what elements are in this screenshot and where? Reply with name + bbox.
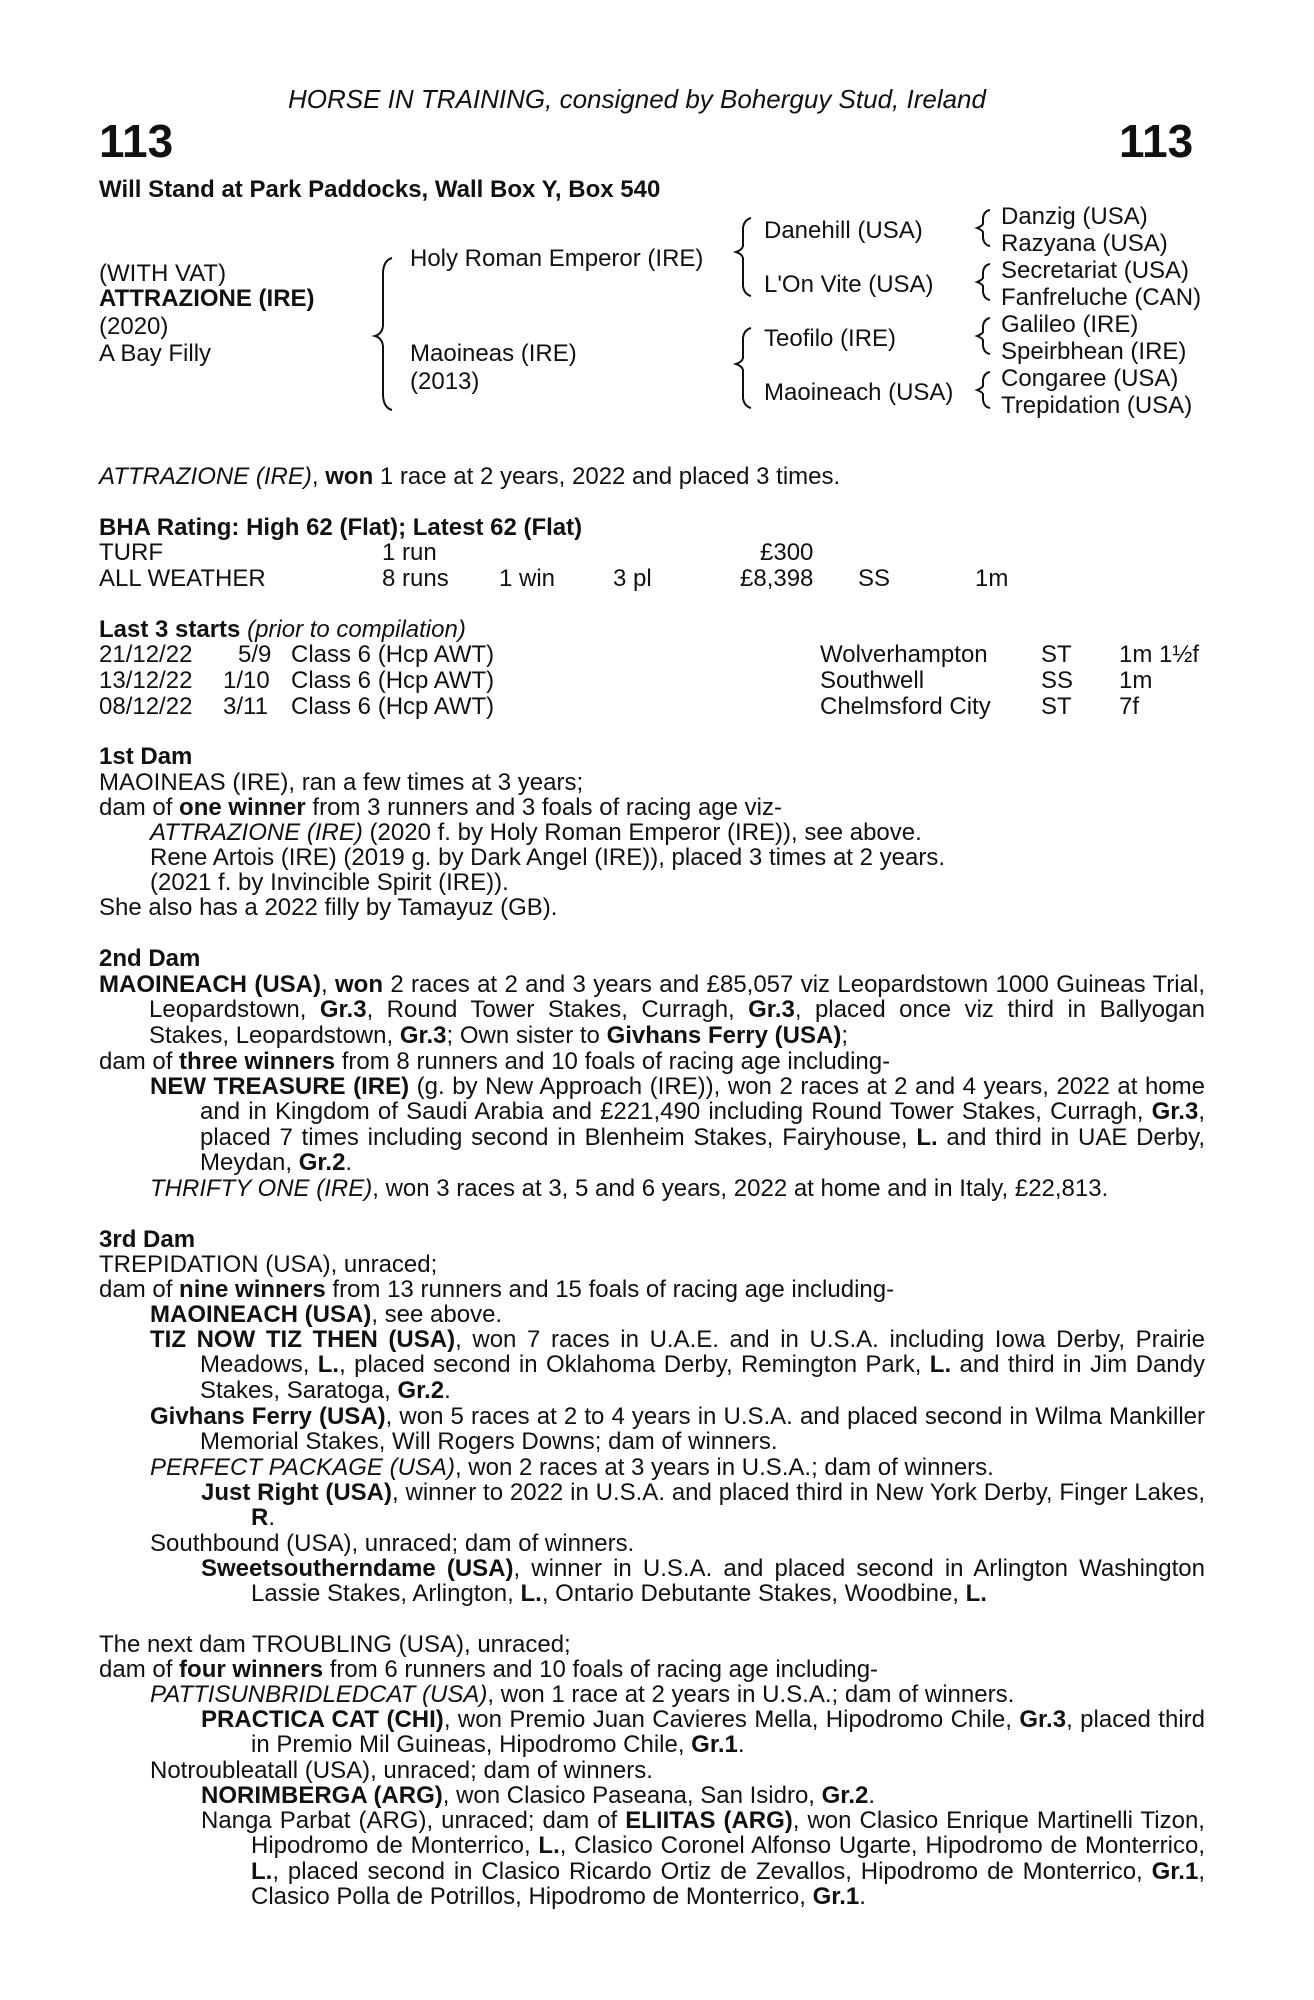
third-dam-produce-just-right: Just Right (USA), winner to 2022 in U.S.A. and placed third in New York Derby, Finger Lakes, R. [201, 1479, 1206, 1532]
pedigree-dam: Maoineas (IRE) [410, 340, 577, 367]
pedigree-dam-year: (2013) [410, 368, 480, 395]
first-dam-line-2: dam of one winner from 3 runners and 3 foals of racing age viz- [99, 794, 782, 821]
lot-number-left: 113 [99, 115, 174, 167]
start-1-distance: 1m 1½f [1119, 641, 1200, 668]
race-summary: ATTRAZIONE (IRE), won 1 race at 2 years, 2022 and placed 3 times. [99, 463, 841, 490]
rating-aw-distance: 1m [975, 565, 1009, 592]
start-1-position: 5/9 [238, 641, 272, 668]
rating-aw-surface: ALL WEATHER [99, 565, 266, 592]
stand-location: Will Stand at Park Paddocks, Wall Box Y, Box 540 [99, 176, 661, 203]
first-dam-line-1: MAOINEAS (IRE), ran a few times at 3 years; [99, 769, 584, 796]
third-dam-produce-perfect-package: PERFECT PACKAGE (USA), won 2 races at 3 years in U.S.A.; dam of winners. [150, 1454, 994, 1481]
pedigree-ggs-1: Danzig (USA) [1001, 203, 1148, 230]
rating-turf-prize: £300 [760, 539, 814, 566]
vat-note: (WITH VAT) [99, 260, 227, 287]
first-dam-line-3: ATTRAZIONE (IRE) (2020 f. by Holy Roman Emperor (IRE)), see above. [150, 819, 922, 846]
next-dam-produce-nanga-parbat: Nanga Parbat (ARG), unraced; dam of ELIITAS (ARG), won Clasico Enrique Martinelli Tizon, Hipodromo de Monterrico, L., Clasico Coronel Alfonso Ugarte, Hipodromo de Monterrico, L., placed second in Clasico Ricardo Ortiz de Zevallos, Hipodromo de Monterrico, Gr.1, Clasico Polla de Potrillos, Hipodromo de Monterrico, Gr.1. [201, 1807, 1205, 1911]
start-3-going: ST [1041, 693, 1072, 720]
second-dam-produce-new-treasure: NEW TREASURE (IRE) (g. by New Approach (IRE)), won 2 races at 2 and 4 years, 2022 at home and in Kingdom of Saudi Arabia and £221,490 including Round Tower Stakes, Curragh, Gr.3, placed 7 times including second in Blenheim Stakes, Fairyhouse, L. and third in UAE Derby, Meydan, Gr.2. [150, 1073, 1205, 1177]
first-dam-heading: 1st Dam [99, 743, 193, 770]
start-3-race: Class 6 (Hcp AWT) [291, 693, 495, 720]
pedigree-sire-sire: Danehill (USA) [764, 217, 923, 244]
pedigree-ggs-4: Fanfreluche (CAN) [1001, 284, 1202, 311]
third-dam-produce-sweetsoutherndame: Sweetsoutherndame (USA), winner in U.S.A. and placed second in Arlington Washington Lassie Stakes, Arlington, L., Ontario Debutante Stakes, Woodbine, L. [201, 1555, 1205, 1608]
pedigree-sire: Holy Roman Emperor (IRE) [410, 245, 704, 272]
start-1-going: ST [1041, 641, 1072, 668]
rating-turf-runs: 1 run [382, 539, 437, 566]
last-starts-title: Last 3 starts (prior to compilation) [99, 616, 466, 643]
second-dam-produce-thrifty-one: THRIFTY ONE (IRE), won 3 races at 3, 5 and 6 years, 2022 at home and in Italy, £22,813. [150, 1175, 1109, 1202]
third-dam-line-1: TREPIDATION (USA), unraced; [99, 1251, 438, 1278]
pedigree-sire-dam: L'On Vite (USA) [764, 271, 934, 298]
next-dam-line-1: The next dam TROUBLING (USA), unraced; [99, 1631, 571, 1658]
horse-description: A Bay Filly [99, 340, 212, 367]
horse-year: (2020) [99, 313, 169, 340]
pedigree-ggs-8: Trepidation (USA) [1001, 392, 1193, 419]
start-3-position: 3/11 [223, 693, 268, 720]
rating-aw-places: 3 pl [613, 565, 652, 592]
next-dam-produce-practica-cat: PRACTICA CAT (CHI), won Premio Juan Cavieres Mella, Hipodromo Chile, Gr.3, placed third in Premio Mil Guineas, Hipodromo Chile, Gr.1. [201, 1706, 1205, 1759]
third-dam-produce-maoineach: MAOINEACH (USA), see above. [150, 1301, 503, 1328]
rating-aw-prize: £8,398 [740, 565, 814, 592]
third-dam-produce-tiz-now: TIZ NOW TIZ THEN (USA), won 7 races in U.A.E. and in U.S.A. including Iowa Derby, Prairie Meadows, L., placed second in Oklahoma Derby, Remington Park, L. and third in Jim Dandy Stakes, Saratoga, Gr.2. [150, 1326, 1206, 1404]
rating-turf-surface: TURF [99, 539, 163, 566]
start-2-going: SS [1041, 667, 1074, 694]
next-dam-produce-norimberga: NORIMBERGA (ARG), won Clasico Paseana, San Isidro, Gr.2. [201, 1782, 876, 1809]
start-3-course: Chelmsford City [820, 693, 991, 720]
second-dam-entry: MAOINEACH (USA), won 2 races at 2 and 3 years and £85,057 viz Leopardstown 1000 Guineas Trial, Leopardstown, Gr.3, Round Tower Stakes, Curragh, Gr.3, placed once viz third in Ballyogan Stakes, Leopardstown, Gr.3; Own sister to Givhans Ferry (USA); [99, 971, 1205, 1049]
pedigree-dam-dam: Maoineach (USA) [764, 379, 954, 406]
start-2-course: Southwell [820, 667, 925, 694]
start-1-date: 21/12/22 [99, 641, 193, 668]
next-dam-produce-pattisunbridledcat: PATTISUNBRIDLEDCAT (USA), won 1 race at 2 years in U.S.A.; dam of winners. [150, 1681, 1015, 1708]
pedigree-ggs-2: Razyana (USA) [1001, 230, 1168, 257]
start-2-race: Class 6 (Hcp AWT) [291, 667, 495, 694]
next-dam-line-2: dam of four winners from 6 runners and 10 foals of racing age including- [99, 1656, 879, 1683]
rating-aw-going: SS [858, 565, 891, 592]
second-dam-produce-line: dam of three winners from 8 runners and 10 foals of racing age including- [99, 1048, 891, 1075]
third-dam-line-2: dam of nine winners from 13 runners and 15 foals of racing age including- [99, 1276, 895, 1303]
start-1-course: Wolverhampton [820, 641, 988, 668]
third-dam-produce-southbound: Southbound (USA), unraced; dam of winners. [150, 1530, 635, 1557]
start-2-position: 1/10 [223, 667, 270, 694]
second-dam-heading: 2nd Dam [99, 945, 201, 972]
third-dam-produce-givhans-ferry: Givhans Ferry (USA), won 5 races at 2 to 4 years in U.S.A. and placed second in Wilma Mankiller Memorial Stakes, Will Rogers Downs; dam of winners. [150, 1403, 1205, 1456]
third-dam-heading: 3rd Dam [99, 1226, 196, 1253]
lot-number-right: 113 [1119, 115, 1194, 167]
pedigree-dam-sire: Teofilo (IRE) [764, 325, 897, 352]
rating-aw-wins: 1 win [499, 565, 556, 592]
first-dam-line-6: She also has a 2022 filly by Tamayuz (GB). [99, 894, 558, 921]
next-dam-produce-notroubleatall: Notroubleatall (USA), unraced; dam of winners. [150, 1757, 653, 1784]
start-2-distance: 1m [1119, 667, 1153, 694]
pedigree-ggs-6: Speirbhean (IRE) [1001, 338, 1187, 365]
start-1-race: Class 6 (Hcp AWT) [291, 641, 495, 668]
bha-rating-title: BHA Rating: High 62 (Flat); Latest 62 (Flat) [99, 514, 583, 541]
first-dam-line-4: Rene Artois (IRE) (2019 g. by Dark Angel (IRE)), placed 3 times at 2 years. [150, 844, 945, 871]
horse-name: ATTRAZIONE (IRE) [99, 285, 315, 312]
pedigree-ggs-5: Galileo (IRE) [1001, 311, 1139, 338]
page-header-title: HORSE IN TRAINING, consigned by Boherguy Stud, Ireland [288, 84, 986, 114]
start-3-distance: 7f [1119, 693, 1140, 720]
first-dam-line-5: (2021 f. by Invincible Spirit (IRE)). [150, 869, 509, 896]
pedigree-ggs-3: Secretariat (USA) [1001, 257, 1190, 284]
pedigree-ggs-7: Congaree (USA) [1001, 365, 1179, 392]
start-2-date: 13/12/22 [99, 667, 193, 694]
rating-aw-runs: 8 runs [382, 565, 449, 592]
start-3-date: 08/12/22 [99, 693, 193, 720]
